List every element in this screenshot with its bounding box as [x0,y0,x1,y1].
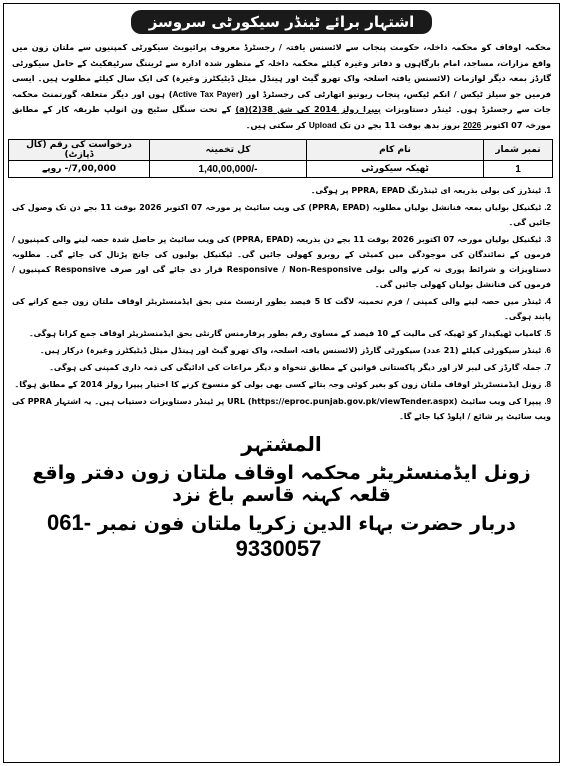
address-line-1: زونل ایڈمنسٹریٹر محکمہ اوقاف ملتان زون دفتر واقع قلعہ کہنہ قاسم باغ نزد [32,462,531,506]
active-tax-payer-label: Active Tax Payer [172,89,240,99]
term-item: 9.پیپرا کی ویب سائیٹ URL (https://eproc.punjab.gov.pk/viewTender.aspx) پر ٹینڈر دستاویزات دستیاب ہیں۔ یہ اشتہار PPRA کی ویب سائیٹ پر شائع / اپلوڈ کیا جائے گا۔ [12,397,552,421]
address-line-2-text: دربار حضرت بہاء الدین زکریا ملتان فون نمبر [97,513,516,535]
cell-estimate: 1,40,00,000/- [150,161,307,178]
notice-title: اشتہار برائے ٹینڈر سیکورٹی سروسز [131,10,433,34]
cell-serial: 1 [484,161,553,178]
term-item: 7.جملہ گارڈز کی لیبر لاز اور دیگر پاکستانی قوانین کے مطابق تنخواہ و دیگر مراعات کی ادائیگی کی ذمہ داری کمپنی کی ہوگی۔ [49,363,551,372]
intro-paragraph: محکمہ اوقاف کو محکمہ داخلہ، حکومت پنجاب سے لائسنس یافتہ / رجسٹرڈ معروف پرائیویٹ سیکورٹی کمپنیوں سے ملتان زون میں واقع مزارات، مساجد، امام بارگاہوں و دفاتر وغیرہ کیلئے محکمہ داخلہ کے منظور شدہ ادارہ سے ٹریننگ سرٹیفکیٹ کے حامل سیکورٹی گارڈز بمعہ دیگر لوازمات (لائسنس یافتہ اسلحہ واک تھرو گیٹ اور ہینڈل میٹل ڈیٹیکٹرز وغیرہ) کی ایک سال کیلئے مطلوب ہیں۔ ایسی فرمیں جو سیلز ٹیکس / انکم ٹیکس، پنجاب ریونیو اتھارٹی کی رجسٹرڈ اور (Active Tax Payer) ہوں اور دیگر متعلقہ گورنمنٹ محکمہ جات سے رجسٹرڈ ہوں۔ ٹینڈر دستاویزات پیپرا رولز 2014 کی شق 38(2)(a) کے تحت سنگل سٹیج ون انولپ طریقہ کار کے مطابق مورخہ 07 اکتوبر 2026 بروز بدھ بوقت 11 بجے دن تک Upload کر سکتی ہیں۔ [12,42,552,130]
tender-table [8,139,553,178]
table-header-row [9,140,553,161]
term-item: 6.ٹینڈر سیکورٹی کیلئے (21 عدد) سیکورٹی گارڈز (لائسنس یافتہ اسلحہ، واک تھرو گیٹ اور ہینڈل میٹل ڈیٹیکٹرز وغیرہ) درکار ہیں۔ [39,346,551,355]
term-item: 4.ٹینڈر میں حصہ لینے والی کمپنی / فرم تخمینہ لاگت کا 5 فیصد بطور ارنسٹ منی بحق ایڈمنسٹریٹر اوقاف ملتان زون جمع کرانے کی پابند ہوگی۔ [12,297,551,321]
term-item: 3.ٹیکنیکل بولیاں مورخہ 07 اکتوبر 2026 بوقت 11 بجے دن بذریعہ (PPRA, EPAD) کی ویب سائیٹ پر حاصل شدہ حصہ لینے والی کمپنیوں / فرموں کے نمائندگان کی موجودگی میں کمیٹی کے روبرو کھولی جائیں گی۔ ٹیکنیکل بولیوں کی جانچ پڑتال کی جائے گی۔ مطلوبہ دستاویزات و شرائط پوری نہ کرنے والی بولی Responsive / Non-Responsive قرار دی جائے گی اور صرف Responsive کمپنیوں / فرموں کی فنانشل بولیاں کھولی جائیں گی۔ [12,235,552,289]
term-item: 1.ٹینڈرز کی بولی بذریعہ ای ٹینڈرنگ PPRA, EPAD پر ہوگی۔ [310,186,551,195]
table-row [9,161,553,178]
terms-list [8,183,555,424]
term-item: 8.زونل ایڈمنسٹریٹر اوقاف ملتان زون کو بغیر کوئی وجہ بتائے کسی بھی بولی کو منسوخ کرنے کا اختیار پیپرا رولز 2014 کے مطابق ہوگا۔ [14,380,551,389]
col-deposit: درخواست کی رقم (کال ڈپازٹ) [9,140,150,161]
ppra-rule: پیپرا رولز 2014 کی شق 38(2)(a) [235,104,381,114]
title-banner [8,10,555,34]
col-work-name: نام کام [307,140,484,161]
term-item: 5.کامیاب ٹھیکیدار کو ٹھیکہ کی مالیت کے 10 فیصد کے مساوی رقم بطور پرفارمنس گارنٹی بحق ایڈمنسٹریٹر اوقاف جمع کرانا ہوگی۔ [28,329,551,338]
cell-work-name: ٹھیکہ سیکورٹی [307,161,484,178]
col-estimate: کل تخمینہ [150,140,307,161]
phone-number: 061-9330057 [47,510,322,561]
col-serial: نمبر شمار [484,140,553,161]
address-line-2 [8,510,555,562]
intro-year: 2026 [462,120,482,130]
advertiser-label: المشتہر [241,432,322,456]
term-item: 2.ٹیکنیکل بولیاں بمعہ فنانشل بولیاں مطلوبہ (PPRA, EPAD) کی ویب سائیٹ پر مورخہ 07 اکتوبر 2026 بوقت 11 بجے دن تک وصول کی جائیں گی۔ [12,203,552,227]
cell-deposit: 7,00,000/- روپے [9,161,150,178]
upload-label: Upload [308,120,337,130]
